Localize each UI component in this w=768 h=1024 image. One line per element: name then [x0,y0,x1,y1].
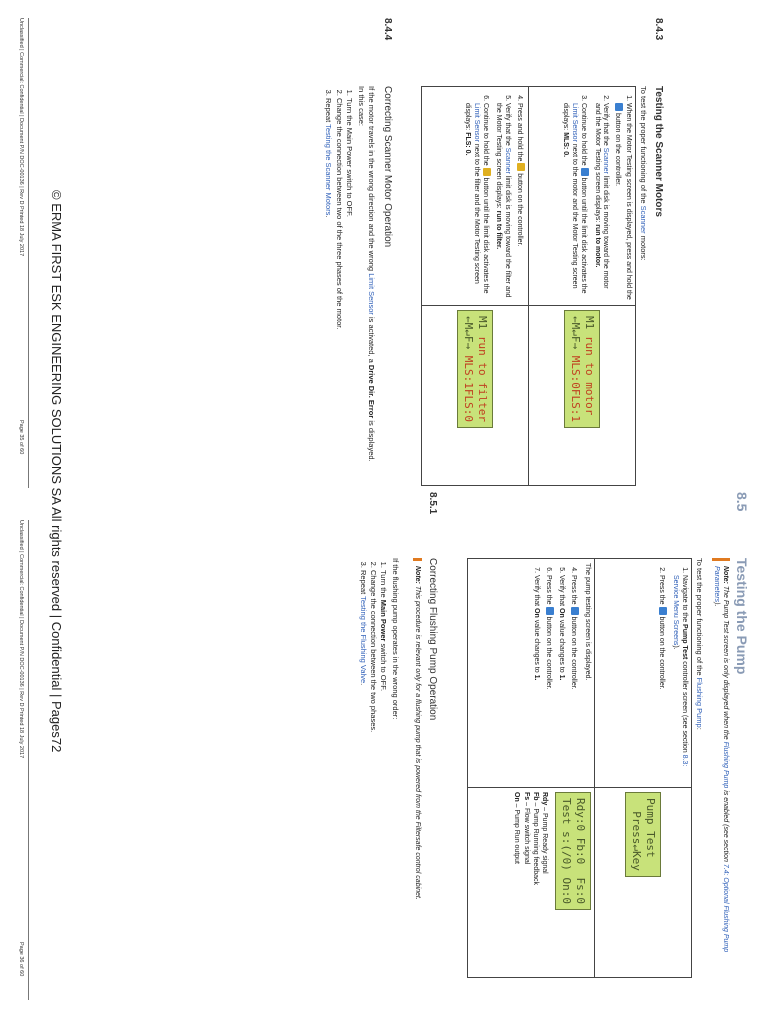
step-4: 5. Verify that On value changes to 1. [557,575,566,783]
flushing-pump-link[interactable]: Flushing Pump [722,741,729,789]
enter-button-icon [660,607,668,615]
right-arrow-button-icon [483,168,491,176]
testing-flushing-valve-link[interactable]: Testing the Flushing Valve [358,596,368,684]
subsection-number: 8.4.4 [382,18,393,41]
step-6: 7. Verify that On value changes to 1. [531,575,540,783]
lcd-display: Pump Test Press↵Key [625,792,661,877]
table-row [422,87,529,486]
lcd-display: M1 run to filter ←M↵F→ MLS:1FLS:0 [457,310,493,428]
limit-sensor-link[interactable]: Limit Sensor [473,103,480,142]
table-row [468,559,595,978]
legend-item: Fb – Pump Running feedback [532,792,540,886]
step-3: 3. Continue to hold the button until the limit disk activates the Limit Sensor next to the motor and the Motor Testing screen displays: MLS: 0. [561,103,589,301]
copyright-watermark: © ERMA FIRST ESK ENGINEERING SOLUTIONS SA All rights reserved | Confidential | Pages72 [49,190,64,753]
footer-divider [28,18,29,488]
list-item: 2. Change the connection between the two phases. [368,570,378,958]
list-item: 1. Turn the Main Power switch to OFF. [378,570,388,958]
step-3: The pump testing screen is displayed. [584,563,591,681]
steps-table [467,558,692,978]
lcd-display: Rdy:0 Fb:0 Fs:0 Test s:(/0) On:0 [556,792,592,910]
limit-sensor-link[interactable]: Limit Sensor [571,103,579,142]
note: Note: The Pump Test screen is only displayed when the Flushing Pump is enabled (see section 7.4: Optional Flushing Pump Parameters). [712,558,730,966]
section-title: Testing the Scanner Motors [653,86,664,217]
section-title: Testing the Pump [734,558,750,675]
footer-text: Unclassified | Commercial: Confidential | Document P/N DOC-00136 | Rev D Printed 18 July 2017 [18,520,24,759]
step-1: 1. Navigate to the Pump Test controller screen (see section 8.3: Service Menu Screens). [671,575,689,783]
step-5: 6. Press the button on the controller. [543,575,554,783]
steps-table [421,86,636,486]
intro-text: To test the proper functioning of the Scanner motors: [639,86,648,261]
subsection-body: If the motor travels in the wrong direction and the wrong Limit Sensor is activated, a Drive Dir. Error is displayed. In this case: 1. Turn the Main Power switch to OFF. 2. Change the connection between two of the three phases of the motor. 3. Repeat Testing the Scanner Motors. [323,86,376,466]
list-item: 3. Repeat Testing the Scanner Motors. [323,98,333,466]
lcd-display: M1 run to motor ←M↵F→ MLS:0FLS:1 [564,310,600,428]
scanner-link[interactable]: Scanner [639,205,648,234]
scanner-link[interactable]: Scanner [602,147,610,174]
left-arrow-button-icon [581,168,589,176]
page-number: Page 35 of 60 [18,420,24,455]
enter-button-icon [546,607,554,615]
step-1: 1. When the Motor Testing screen is displayed, press and hold the button on the controller. [613,103,633,301]
list-item: 2. Change the connection between two of the three phases of the motor. [334,98,344,466]
legend-item: Fs – Flow switch signal [522,792,530,865]
section-number: 8.4.3 [653,18,664,41]
step-6: 6. Continue to hold the button until the limit disk activates the Limit Sensor next to the filter and the Motor Testing screen displays: FLS: 0. [463,103,491,301]
subsection-title: Correcting Flushing Pump Operation [427,558,438,721]
scanner-link[interactable]: Scanner [504,147,512,174]
legend-item: On – Pump Run output [513,792,521,864]
flushing-pump-link[interactable]: Flushing Pump [695,677,704,728]
table-row [529,87,636,486]
subsection-number: 8.5.1 [427,492,438,515]
legend-item: Rdy – Pump Ready signal [541,792,549,874]
signal-legend [512,792,550,973]
service-menu-link[interactable]: 8.3: Service Menu Screens [672,575,688,767]
note: Note: This procedure is relevant only for a flushing pump that is powered from the Filtersafe control cabinet. [413,558,422,966]
subsection-title: Correcting Scanner Motor Operation [382,86,393,248]
step-5: 5. Verify that the Scanner limit disk is moving toward the filter and the Motor Testing screen displays: run to filter. [494,103,512,301]
list-item: 1. Turn the Main Power switch to OFF. [344,98,354,466]
list-item: 3. Repeat Testing the Flushing Valve. [358,570,368,958]
step-2: 2. Press the button on the controller. [657,575,668,783]
left-arrow-button-icon [615,103,623,111]
intro-text: To test the proper functioning of the Flushing Pump: [695,558,704,730]
testing-scanner-motors-link[interactable]: Testing the Scanner Motors [324,124,334,216]
table-row [595,559,692,978]
limit-sensor-link[interactable]: Limit Sensor [367,273,376,315]
step-2: 2. Verify that the Scanner limit disk is moving toward the motor and the Motor Testing screen displays: run to motor. [592,103,610,301]
subsection-body: If the flushing pump operates in the wrong order: 1. Turn the Main Power switch to OFF. 2. Change the connection between the two phases. 3. Repeat Testing the Flushing Valve. [358,558,401,958]
step-4: 4. Press and hold the button on the controller. [514,103,525,301]
page-36 [0,492,768,1024]
page-number: Page 36 of 60 [18,942,24,977]
parameters-link[interactable]: 7.4: Optional Flushing Pump Parameters [712,566,729,953]
step-3b: 4. Press the button on the controller. [569,575,580,783]
footer-divider [28,520,29,1000]
section-number: 8.5 [734,492,750,512]
enter-button-icon [571,607,579,615]
footer-text: Unclassified | Commercial: Confidential | Document P/N DOC-00136 | Rev D Printed 18 July 2017 [18,18,24,257]
